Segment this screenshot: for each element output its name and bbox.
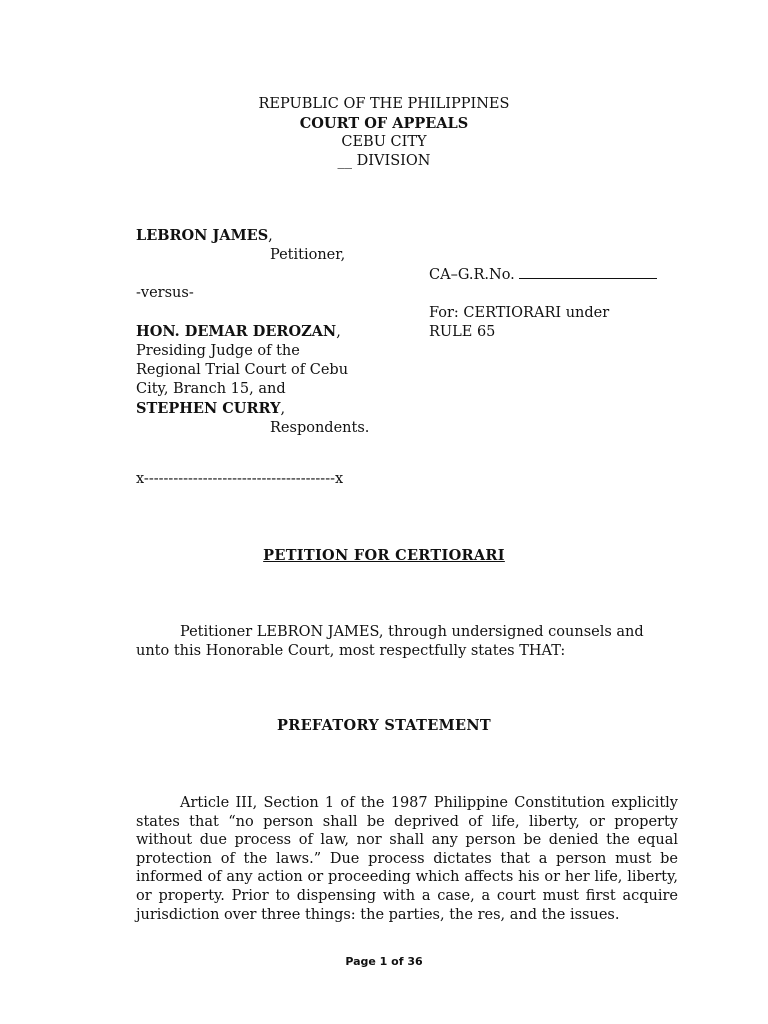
caption-divider: x---------------------------------------x bbox=[136, 471, 344, 487]
respondents-role: Respondents. bbox=[270, 420, 370, 436]
case-number-blank bbox=[519, 264, 657, 279]
case-number-label: CA–G.R.No. bbox=[429, 267, 515, 283]
respondent1-name: HON. DEMAR DEROZAN bbox=[136, 323, 337, 340]
intro-paragraph: Petitioner LEBRON JAMES, through undersigned counsels and unto this Honorable Court, most respectfully states THAT: bbox=[136, 624, 644, 659]
document-title: PETITION FOR CERTIORARI bbox=[263, 547, 505, 564]
versus-label: -versus- bbox=[136, 285, 194, 301]
header-republic: REPUBLIC OF THE PHILIPPINES bbox=[258, 96, 510, 112]
parties-block: LEBRON JAMES, Petitioner, -versus- HON. DEMAR DEROZAN, Presiding Judge of the Regional Trial Court of Cebu City, Branch 15, and STEPHEN CURRY, Respondents. bbox=[136, 226, 396, 438]
page-number: Page 1 of 36 bbox=[345, 955, 423, 968]
petitioner-role: Petitioner, bbox=[270, 247, 346, 263]
respondent1-desc-1: Presiding Judge of the bbox=[136, 343, 300, 359]
header-division: __ DIVISION bbox=[337, 153, 431, 169]
petitioner-name: LEBRON JAMES bbox=[136, 227, 269, 244]
court-header bbox=[0, 95, 768, 171]
body-paragraph: Article III, Section 1 of the 1987 Philippine Constitution explicitly states that “no person shall be deprived of life, liberty, or property without due process of law, nor shall any person be denied the equal protection of the laws.” Due process dictates that a person must be informed of any action or proceeding which affects his or her life, liberty, or property. Prior to dispensing with a case, a court must first acquire jurisdiction over three things: the parties, the res, and the issues. bbox=[136, 795, 678, 923]
section-heading: PREFATORY STATEMENT bbox=[277, 717, 491, 734]
respondent1-desc-3: City, Branch 15, and bbox=[136, 381, 286, 397]
header-city: CEBU CITY bbox=[341, 134, 427, 150]
respondent2-name: STEPHEN CURRY bbox=[136, 400, 281, 417]
case-for-line2: RULE 65 bbox=[429, 324, 496, 340]
case-block bbox=[429, 264, 689, 342]
header-court: COURT OF APPEALS bbox=[299, 115, 469, 132]
case-for-line1: For: CERTIORARI under bbox=[429, 305, 610, 321]
respondent1-desc-2: Regional Trial Court of Cebu bbox=[136, 362, 349, 378]
